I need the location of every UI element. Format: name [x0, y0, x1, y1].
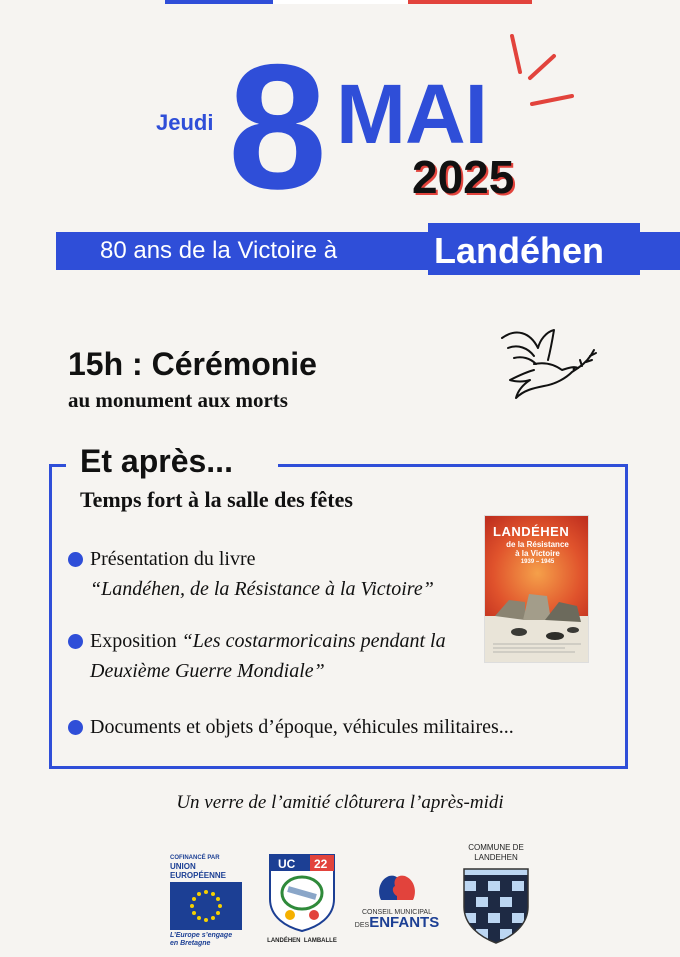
month-label: MAI — [336, 67, 487, 161]
eu-flag-icon — [170, 882, 242, 930]
day-label: Jeudi — [156, 110, 214, 135]
bullet-icon — [68, 552, 83, 567]
bullet-icon — [68, 634, 83, 649]
after-title: Et après... — [80, 443, 233, 479]
ucl-crest: UC 22 LANDÉHEN LAMBALLE — [267, 857, 337, 944]
cme-logo: CONSEIL MUNICIPAL DESENFANTS — [353, 870, 441, 930]
list-item: Exposition “Les costarmoricains pendant la Deuxième Guerre Mondiale” — [90, 630, 446, 682]
list-item: Documents et objets d’époque, véhicules militaires... — [90, 716, 514, 738]
ceremony-title: 15h : Cérémonie — [68, 346, 317, 382]
flag-stripe-red — [408, 0, 532, 4]
flag-stripe-blue — [165, 0, 273, 4]
eu-logo: COFINANCÉ PAR UNION EUROPÉENNE L’Europe s’engage en Bretagne — [170, 855, 245, 950]
banner-text: 80 ans de la Victoire à — [100, 237, 338, 264]
svg-text:22: 22 — [314, 857, 328, 871]
flag-stripe-white — [273, 0, 408, 4]
dove-icon — [494, 318, 604, 410]
ceremony-subtitle: au monument aux morts — [68, 388, 288, 412]
commune-crest: COMMUNE DE LANDEHEN — [456, 843, 536, 943]
after-subtitle: Temps fort à la salle des fêtes — [80, 487, 353, 512]
banner-city-block — [434, 223, 634, 275]
year-label: 2025 — [412, 151, 515, 203]
book-cover-image: LANDÉHEN de la Résistance à la Victoire 1939 – 1945 — [484, 515, 589, 663]
list-item: Présentation du livre “Landéhen, de la Résistance à la Victoire” — [90, 548, 434, 600]
date-number: 8 — [228, 27, 323, 226]
banner-city: Landéhen — [434, 230, 605, 271]
closing-note: Un verre de l’amitié clôturera l’après-midi — [176, 792, 504, 813]
svg-text:UC: UC — [278, 857, 296, 871]
bullet-icon — [68, 720, 83, 735]
accent-rays-icon — [500, 30, 580, 110]
